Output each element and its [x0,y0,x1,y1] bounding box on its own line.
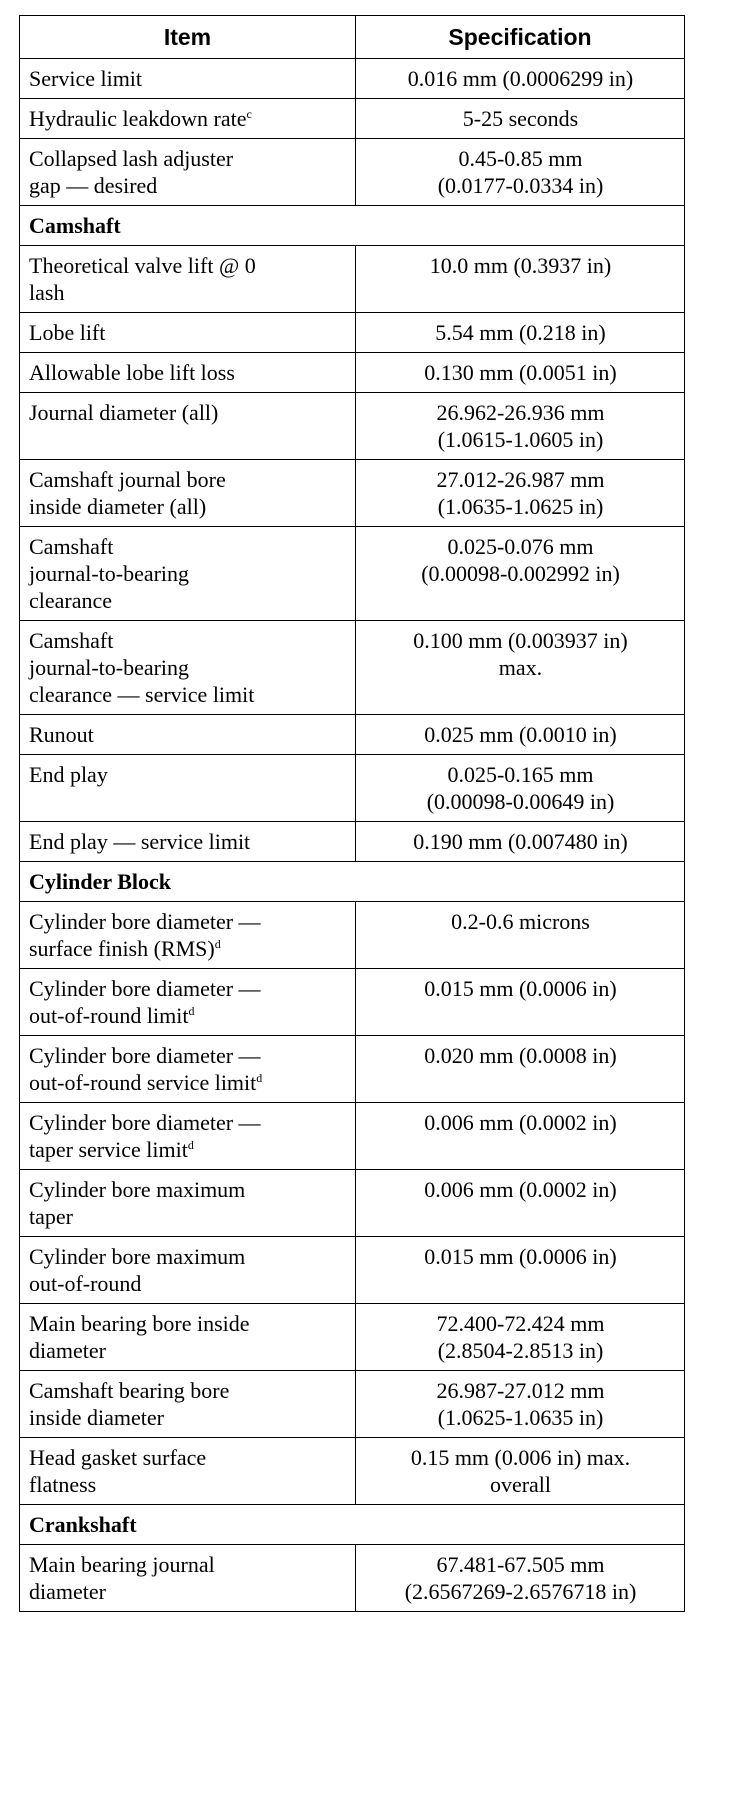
item-text: Camshaft [29,628,114,653]
table-row [20,527,685,621]
table-row [20,246,685,313]
item-cell [20,715,356,755]
specification-cell [356,460,685,527]
item-cell [20,139,356,206]
specification-text: 0.016 mm (0.0006299 in) [407,66,634,91]
item-text-line: taper service limit [29,1137,188,1162]
specification-text: (1.0635-1.0625 in) [437,494,604,519]
specification-text: overall [489,1472,552,1497]
item-text [29,1002,347,1029]
specification-text: 0.020 mm (0.0008 in) [424,1043,617,1068]
item-text: End play — service limit [29,829,251,854]
item-text: journal-to-bearing [29,561,190,586]
item-text [29,1136,347,1163]
specification-table [19,15,685,1612]
item-text-line: surface finish (RMS) [29,936,215,961]
item-cell [20,969,356,1036]
table-row [20,313,685,353]
table-row [20,621,685,715]
specification-cell [356,755,685,822]
item-text: End play [29,762,108,787]
footnote-marker: d [187,1138,194,1152]
section-row [20,206,685,246]
item-cell [20,527,356,621]
section-row [20,1505,685,1545]
specification-text: 0.015 mm (0.0006 in) [424,1244,617,1269]
table-row [20,715,685,755]
section-heading: Camshaft [20,206,685,246]
item-text: gap — desired [29,173,158,198]
specification-text: 0.190 mm (0.007480 in) [413,829,628,854]
specification-text: 67.481-67.505 mm [436,1552,605,1577]
section-row [20,862,685,902]
specification-cell [356,969,685,1036]
item-text: journal-to-bearing [29,655,190,680]
item-text: Cylinder bore diameter — [29,909,261,934]
item-text: Cylinder bore maximum [29,1177,246,1202]
item-cell [20,1304,356,1371]
table-row [20,1545,685,1612]
item-text: Main bearing journal [29,1552,215,1577]
item-cell [20,1103,356,1170]
specification-text: 0.006 mm (0.0002 in) [424,1110,617,1135]
item-text: Theoretical valve lift @ 0 [29,253,256,278]
table-row [20,969,685,1036]
item-cell [20,99,356,139]
item-text: inside diameter [29,1405,165,1430]
item-text: Journal diameter (all) [29,400,219,425]
specification-text: 5-25 seconds [462,106,579,131]
table-row [20,1304,685,1371]
specification-text: (0.00098-0.002992 in) [421,561,620,586]
specification-text: 0.025-0.165 mm [447,762,594,787]
item-text: lash [29,280,65,305]
specification-cell [356,1304,685,1371]
specification-text: 0.15 mm (0.006 in) max. [410,1445,631,1470]
specification-cell [356,527,685,621]
item-cell [20,393,356,460]
item-text: Main bearing bore inside [29,1311,250,1336]
item-text: Cylinder bore diameter — [29,1043,261,1068]
specification-text: 26.987-27.012 mm [436,1378,605,1403]
specification-text: 5.54 mm (0.218 in) [435,320,606,345]
item-text: diameter [29,1579,106,1604]
table-row [20,353,685,393]
specification-cell [356,99,685,139]
item-text: Allowable lobe lift loss [29,360,235,385]
table-row [20,1237,685,1304]
section-heading: Cylinder Block [20,862,685,902]
specification-text: 0.025-0.076 mm [447,534,594,559]
specification-cell [356,1371,685,1438]
item-cell [20,1545,356,1612]
specification-cell [356,715,685,755]
item-cell [20,822,356,862]
footnote-marker: c [246,107,252,121]
item-text: Cylinder bore diameter — [29,1110,261,1135]
specification-text: 0.45-0.85 mm [458,146,583,171]
item-column-header: Item [20,16,356,59]
table-row [20,460,685,527]
item-text: inside diameter (all) [29,494,207,519]
specification-text: 72.400-72.424 mm [436,1311,605,1336]
item-cell [20,755,356,822]
table-row [20,902,685,969]
table-row [20,393,685,460]
item-text: Runout [29,722,94,747]
item-cell [20,1237,356,1304]
item-text: taper [29,1204,73,1229]
item-text: Head gasket surface [29,1445,207,1470]
table-row [20,1371,685,1438]
item-text: diameter [29,1338,106,1363]
specification-cell [356,822,685,862]
item-text [29,1069,347,1096]
item-text-line: out-of-round service limit [29,1070,257,1095]
specification-cell [356,1103,685,1170]
specification-text: 0.025 mm (0.0010 in) [424,722,617,747]
specification-text: 27.012-26.987 mm [436,467,605,492]
item-cell [20,1170,356,1237]
item-cell [20,246,356,313]
specification-text: max. [498,655,543,680]
table-row [20,822,685,862]
specification-text: (2.6567269-2.6576718 in) [404,1579,637,1604]
item-cell [20,621,356,715]
specification-cell [356,1237,685,1304]
specification-cell [356,59,685,99]
specification-text: 0.100 mm (0.003937 in) [413,628,628,653]
item-text: Lobe lift [29,320,106,345]
table-row [20,139,685,206]
table-body [20,59,685,1612]
item-text: Camshaft [29,534,114,559]
specification-text: 0.2-0.6 microns [451,909,590,934]
item-cell [20,353,356,393]
specification-text: 0.015 mm (0.0006 in) [424,976,617,1001]
item-text: clearance — service limit [29,682,255,707]
item-text [29,935,347,962]
item-text: out-of-round [29,1271,142,1296]
footnote-marker: d [256,1071,263,1085]
item-cell [20,59,356,99]
item-text-line: out-of-round limit [29,1003,189,1028]
specification-text: 10.0 mm (0.3937 in) [429,253,612,278]
item-text: Camshaft journal bore [29,467,226,492]
specification-cell [356,621,685,715]
table-row [20,99,685,139]
specification-text: (0.0177-0.0334 in) [437,173,604,198]
specification-text: 0.006 mm (0.0002 in) [424,1177,617,1202]
specification-cell [356,902,685,969]
item-cell [20,1036,356,1103]
table-row [20,1103,685,1170]
specification-cell [356,1170,685,1237]
specification-cell [356,139,685,206]
specification-cell [356,353,685,393]
table-row [20,755,685,822]
specification-cell [356,1438,685,1505]
specification-text: 0.130 mm (0.0051 in) [424,360,617,385]
table-row [20,1036,685,1103]
specification-cell [356,1036,685,1103]
section-heading: Crankshaft [20,1505,685,1545]
specification-text: 26.962-26.936 mm [436,400,605,425]
item-cell [20,460,356,527]
footnote-marker: d [214,937,221,951]
specification-cell [356,1545,685,1612]
table-header-row [20,16,685,59]
item-text: Cylinder bore maximum [29,1244,246,1269]
specification-cell [356,393,685,460]
table-row [20,1170,685,1237]
specification-column-header: Specification [356,16,685,59]
specification-text: (1.0615-1.0605 in) [437,427,604,452]
specification-cell [356,246,685,313]
specification-text: (0.00098-0.00649 in) [426,789,615,814]
table-row [20,59,685,99]
specification-cell [356,313,685,353]
footnote-marker: d [188,1004,195,1018]
item-cell [20,313,356,353]
item-text [29,105,347,132]
item-cell [20,1371,356,1438]
item-text: Cylinder bore diameter — [29,976,261,1001]
item-text: Camshaft bearing bore [29,1378,230,1403]
specification-text: (2.8504-2.8513 in) [437,1338,604,1363]
item-text: clearance [29,588,113,613]
item-text: Collapsed lash adjuster [29,146,234,171]
specification-text: (1.0625-1.0635 in) [437,1405,604,1430]
item-cell [20,902,356,969]
table-row [20,1438,685,1505]
item-text: Service limit [29,66,143,91]
item-text-line: Hydraulic leakdown rate [29,106,247,131]
item-text: flatness [29,1472,97,1497]
item-cell [20,1438,356,1505]
